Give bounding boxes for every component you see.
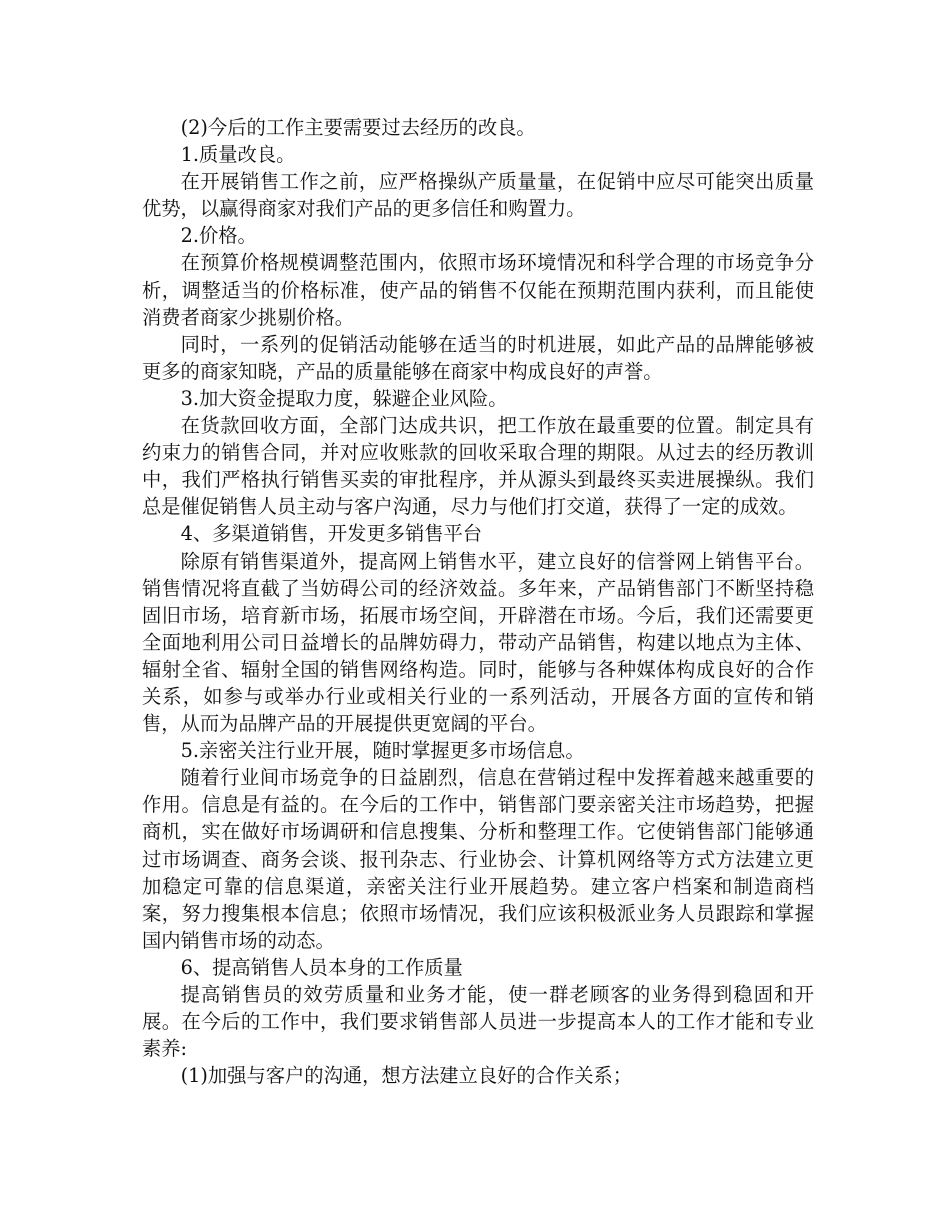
paragraph-channels-body: 除原有销售渠道外，提高网上销售水平，建立良好的信誉网上销售平台。销售情况将直截了当妨碍公司的经济效益。多年来，产品销售部门不断坚持稳固旧市场，培育新市场，拓展市场空间，开辟潜在市场。今后，我们还需要更全面地利用公司日益增长的品牌妨碍力，带动产品销售，构建以地点为主体、辐射全省、辐射全国的销售网络构造。同时，能够与各种媒体构成良好的合作关系，如参与或举办行业或相关行业的一系列活动，开展各方面的宣传和销售，从而为品牌产品的开展提供更宽阔的平台。 bbox=[142, 549, 814, 736]
paragraph-industry-body: 随着行业间市场竞争的日益剧烈，信息在营销过程中发挥着越来越重要的作用。信息是有益的。在今后的工作中，销售部门要亲密关注市场趋势，把握商机，实在做好市场调研和信息搜集、分析和整理工作。它使销售部门能够通过市场调查、商务会谈、报刊杂志、行业协会、计算机网络等方式方法建立更加稳定可靠的信息渠道，亲密关注行业开展趋势。建立客户档案和制造商档案，努力搜集根本信息；依照市场情况，我们应该积极派业务人员跟踪和掌握国内销售市场的动态。 bbox=[142, 766, 814, 952]
paragraph-list-item-1: (1)加强与客户的沟通，想方法建立良好的合作关系； bbox=[180, 1064, 633, 1088]
paragraph-quality-body: 在开展销售工作之前，应严格操纵产质量量，在促销中应尽可能突出质量优势，以赢得商家对我们产品的更多信任和购置力。 bbox=[142, 170, 814, 221]
paragraph-capital-body: 在货款回收方面，全部门达成共识，把工作放在最重要的位置。制定具有约束力的销售合同，并对应收账款的回收采取合理的期限。从过去的经历教训中，我们严格执行销售买卖的审批程序，并从源头到最终买卖进展操纵。我们总是催促销售人员主动与客户沟通，尽力与他们打交道，获得了一定的成效。 bbox=[142, 414, 814, 519]
paragraph-price-heading: 2.价格。 bbox=[180, 224, 257, 248]
paragraph-staff-body: 提高销售员的效劳质量和业务才能，使一群老顾客的业务得到稳固和开展。在今后的工作中，我们要求销售部人员进一步提高本人的工作才能和专业素养: bbox=[142, 983, 814, 1061]
paragraph-industry-heading: 5.亲密关注行业开展，随时掌握更多市场信息。 bbox=[180, 739, 585, 763]
paragraph-price-body: 在预算价格规模调整范围内，依照市场环境情况和科学合理的市场竞争分析，调整适当的价格标准，使产品的销售不仅能在预期范围内获利，而且能使消费者商家少挑剔价格。 bbox=[142, 251, 814, 329]
paragraph-capital-heading: 3.加大资金提取力度，躲避企业风险。 bbox=[180, 386, 508, 410]
paragraph-promotion-body: 同时，一系列的促销活动能够在适当的时机进展，如此产品的品牌能够被更多的商家知晓，产品的质量能够在商家中构成良好的声誉。 bbox=[142, 332, 814, 383]
paragraph-section-2-heading: (2)今后的工作主要需要过去经历的改良。 bbox=[180, 116, 536, 139]
paragraph-channels-heading: 4、多渠道销售，开发更多销售平台 bbox=[180, 522, 483, 546]
paragraph-staff-heading: 6、提高销售人员本身的工作质量 bbox=[180, 955, 463, 979]
document-body bbox=[142, 114, 814, 1089]
paragraph-quality-heading: 1.质量改良。 bbox=[180, 143, 296, 167]
